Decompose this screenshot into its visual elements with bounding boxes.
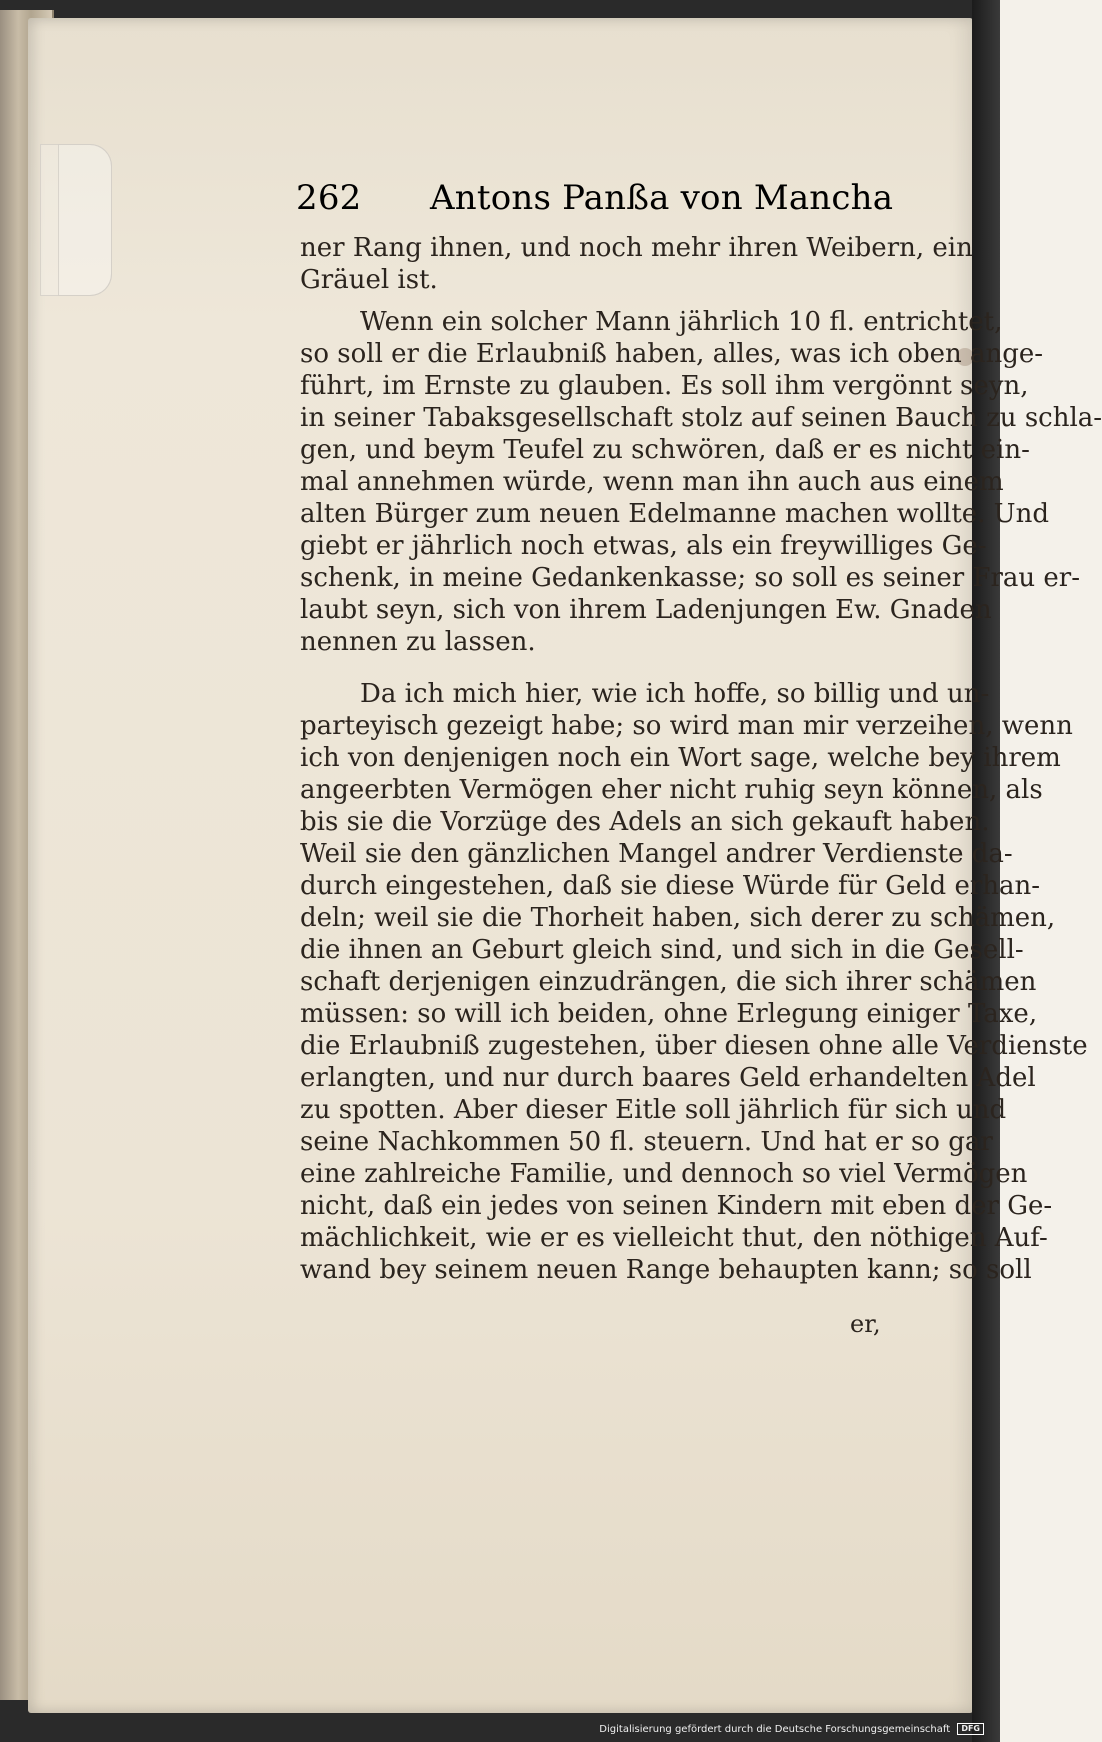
text-line: parteyisch gezeigt habe; so wird man mir verzeihen, wenn bbox=[300, 711, 1073, 741]
text-line: bis sie die Vorzüge des Adels an sich gekauft haben. bbox=[300, 807, 990, 837]
text-line: die Erlaubniß zugestehen, über diesen ohne alle Verdienste bbox=[300, 1031, 1088, 1061]
text-line: mächlichkeit, wie er es vielleicht thut, den nöthigen Auf- bbox=[300, 1223, 1048, 1253]
text-line: gen, und beym Teufel zu schwören, daß er es nicht ein- bbox=[300, 435, 1030, 465]
clear-plastic-tab-inner bbox=[58, 144, 112, 296]
text-line: Wenn ein solcher Mann jährlich 10 fl. entrichtet, bbox=[360, 307, 1003, 337]
catchword: er, bbox=[850, 1310, 881, 1338]
text-line: zu spotten. Aber dieser Eitle soll jährlich für sich und bbox=[300, 1095, 1007, 1125]
text-line: nennen zu lassen. bbox=[300, 627, 536, 657]
text-line: laubt seyn, sich von ihrem Ladenjungen Ew. Gnaden bbox=[300, 595, 992, 625]
page-number: 262 bbox=[296, 178, 362, 218]
page-header bbox=[296, 178, 932, 224]
text-line: ner Rang ihnen, und noch mehr ihren Weibern, ein bbox=[300, 233, 973, 263]
text-line: nicht, daß ein jedes von seinen Kindern mit eben der Ge- bbox=[300, 1191, 1053, 1221]
text-line: alten Bürger zum neuen Edelmanne machen wollte. Und bbox=[300, 499, 1049, 529]
text-line: seine Nachkommen 50 fl. steuern. Und hat er so gar bbox=[300, 1127, 993, 1157]
dfg-badge: DFG bbox=[957, 1723, 984, 1735]
digitization-footer bbox=[599, 1723, 984, 1735]
text-line: so soll er die Erlaubniß haben, alles, was ich oben ange- bbox=[300, 339, 1044, 369]
text-line: führt, im Ernste zu glauben. Es soll ihm vergönnt seyn, bbox=[300, 371, 1029, 401]
text-line: mal annehmen würde, wenn man ihn auch aus einem bbox=[300, 467, 1004, 497]
text-line: Weil sie den gänzlichen Mangel andrer Verdienste da- bbox=[300, 839, 1013, 869]
text-line: in seiner Tabaksgesellschaft stolz auf seinen Bauch zu schla- bbox=[300, 403, 1102, 433]
text-line: giebt er jährlich noch etwas, als ein freywilliges Ge- bbox=[300, 531, 987, 561]
text-line: müssen: so will ich beiden, ohne Erlegung einiger Taxe, bbox=[300, 999, 1038, 1029]
text-line: Da ich mich hier, wie ich hoffe, so billig und un- bbox=[360, 679, 990, 709]
footer-text: Digitalisierung gefördert durch die Deutsche Forschungsgemeinschaft bbox=[599, 1724, 951, 1735]
text-line: Gräuel ist. bbox=[300, 265, 438, 295]
text-line: schenk, in meine Gedankenkasse; so soll es seiner Frau er- bbox=[300, 563, 1081, 593]
text-line: deln; weil sie die Thorheit haben, sich derer zu schämen, bbox=[300, 903, 1056, 933]
text-line: wand bey seinem neuen Range behaupten kann; so soll bbox=[300, 1255, 1032, 1285]
text-line: eine zahlreiche Familie, und dennoch so viel Vermögen bbox=[300, 1159, 1028, 1189]
text-line: durch eingestehen, daß sie diese Würde für Geld erhan- bbox=[300, 871, 1041, 901]
text-line: schaft derjenigen einzudrängen, die sich ihrer schämen bbox=[300, 967, 1037, 997]
text-line: erlangten, und nur durch baares Geld erhandelten Adel bbox=[300, 1063, 1036, 1093]
text-line: die ihnen an Geburt gleich sind, und sich in die Gesell- bbox=[300, 935, 1024, 965]
text-line: ich von denjenigen noch ein Wort sage, welche bey ihrem bbox=[300, 743, 1061, 773]
running-title: Antons Panßa von Mancha bbox=[430, 178, 894, 218]
text-line: angeerbten Vermögen eher nicht ruhig seyn können, als bbox=[300, 775, 1043, 805]
